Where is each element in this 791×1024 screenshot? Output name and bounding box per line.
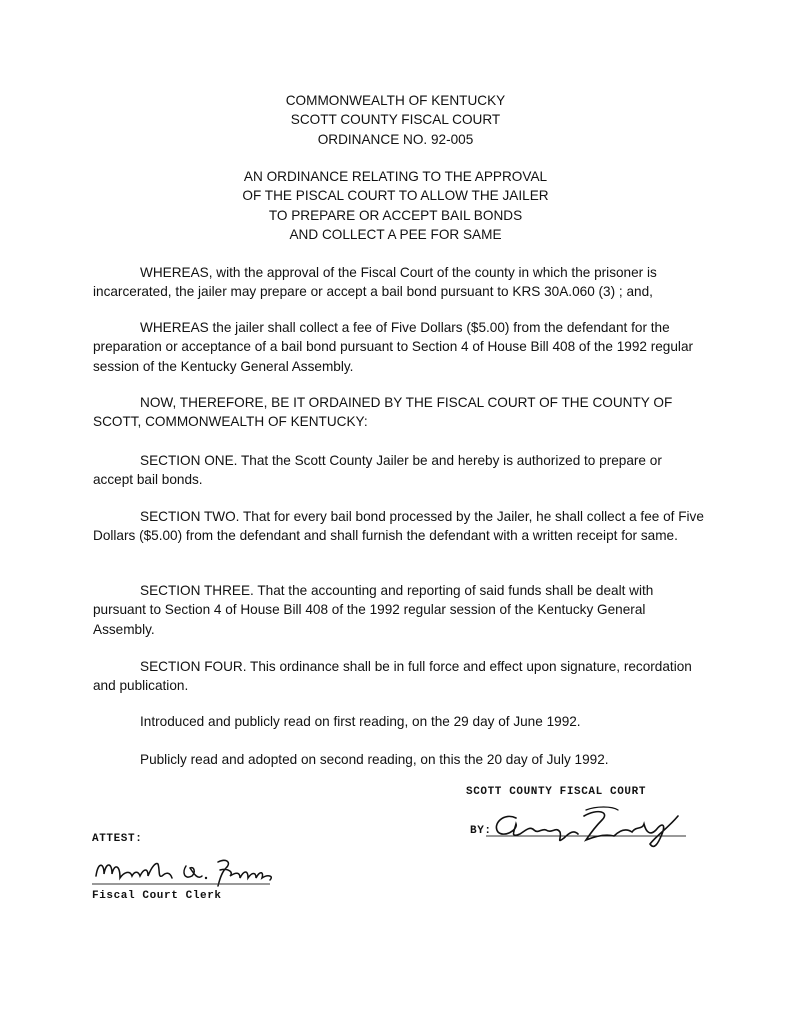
header-commonwealth: COMMONWEALTH OF KENTUCKY [285, 93, 506, 108]
by-label: BY: [470, 825, 492, 837]
title-line-1: AN ORDINANCE RELATING TO THE APPROVAL [243, 169, 548, 184]
ordinance-title [0, 167, 791, 244]
section-three: SECTION THREE. That the accounting and reporting of said funds shall be dealt with pursuant to Section 4 of House Bill 408 of the 1992 regular session of the Kentucky General Assembly. [93, 583, 654, 637]
judge-executive-signature [486, 802, 696, 852]
title-line-2: OF THE PISCAL COURT TO ALLOW THE JAILER [242, 188, 549, 204]
adopted-statement: Publicly read and adopted on second reading, on this the 20 day of July 1992. [140, 752, 609, 767]
whereas-paragraph-1: WHEREAS, with the approval of the Fiscal Court of the county in which the prisoner is incarcerated, the jailer may prepare or accept a bail bond pursuant to KRS 30A.060 (3) ; and, [93, 265, 657, 300]
header-court: SCOTT COUNTY FISCAL COURT [290, 112, 501, 128]
clerk-title: Fiscal Court Clerk [92, 890, 222, 902]
title-line-3: TO PREPARE OR ACCEPT BAIL BONDS [268, 207, 523, 223]
section-two: SECTION TWO. That for every bail bond processed by the Jailer, he shall collect a fee of Five Dollars ($5.00) from the defendant and shall furnish the defendant with a written receipt for same. [93, 509, 704, 544]
ordained-paragraph: NOW, THEREFORE, BE IT ORDAINED BY THE FISCAL COURT OF THE COUNTY OF SCOTT, COMMONWEALTH OF KENTUCKY: [93, 395, 673, 430]
section-four: SECTION FOUR. This ordinance shall be in full force and effect upon signature, recordation and publication. [93, 659, 692, 694]
header-ordinance-number: ORDINANCE NO. 92-005 [317, 131, 474, 147]
document-header [0, 91, 791, 149]
section-one: SECTION ONE. That the Scott County Jailer be and hereby is authorized to prepare or accept bail bonds. [93, 453, 662, 488]
introduced-statement: Introduced and publicly read on first reading, on the 29 day of June 1992. [140, 714, 581, 729]
title-line-4: AND COLLECT A PEE FOR SAME [289, 226, 502, 242]
whereas-paragraph-2: WHEREAS the jailer shall collect a fee of Five Dollars ($5.00) from the defendant for the preparation or acceptance of a bail bond pursuant to Section 4 of House Bill 408 of the 1992 regular session of the Kentucky General Assembly. [93, 320, 694, 374]
attest-label: ATTEST: [92, 833, 143, 845]
fiscal-court-signature-heading: SCOTT COUNTY FISCAL COURT [466, 786, 647, 798]
